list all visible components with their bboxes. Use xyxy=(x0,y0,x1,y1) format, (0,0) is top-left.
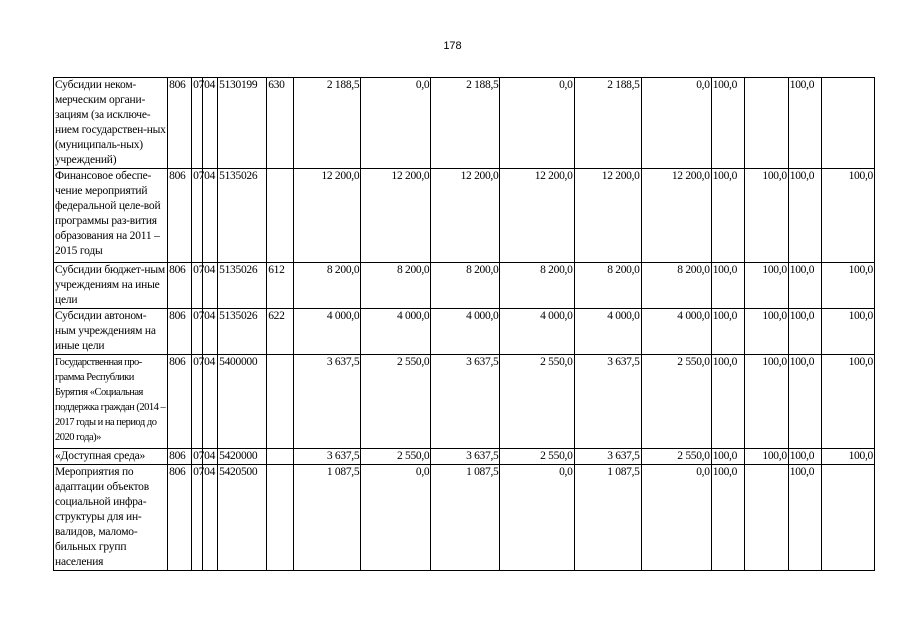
row-name-cell: Субсидии бюджет-ным учреждениям на иные цели xyxy=(54,263,168,309)
section-code-cell: 07 xyxy=(192,169,203,263)
amount-cell: 4 000,0 xyxy=(500,309,574,355)
percent-cell: 100,0 xyxy=(744,263,788,309)
subsection-code-cell: 04 xyxy=(203,465,218,571)
percent-cell: 100,0 xyxy=(788,449,821,465)
amount-cell: 2 188,5 xyxy=(574,78,641,169)
percent-cell: 100,0 xyxy=(821,309,874,355)
expense-type-cell xyxy=(267,465,294,571)
percent-cell xyxy=(821,78,874,169)
table-row xyxy=(54,449,875,465)
subsection-code-cell: 04 xyxy=(203,263,218,309)
target-article-cell: 5130199 xyxy=(218,78,267,169)
amount-cell: 4 000,0 xyxy=(431,309,500,355)
amount-cell: 12 200,0 xyxy=(361,169,431,263)
section-code-cell: 07 xyxy=(192,309,203,355)
ved-code-cell: 806 xyxy=(168,169,192,263)
percent-cell: 100,0 xyxy=(821,263,874,309)
subsection-code-cell: 04 xyxy=(203,78,218,169)
percent-cell: 100,0 xyxy=(711,263,744,309)
amount-cell: 8 200,0 xyxy=(361,263,431,309)
percent-cell xyxy=(744,78,788,169)
percent-cell: 100,0 xyxy=(744,449,788,465)
percent-cell: 100,0 xyxy=(788,355,821,449)
percent-cell: 100,0 xyxy=(744,355,788,449)
percent-cell: 100,0 xyxy=(788,78,821,169)
target-article-cell: 5135026 xyxy=(218,169,267,263)
percent-cell: 100,0 xyxy=(711,355,744,449)
section-code-cell: 07 xyxy=(192,449,203,465)
percent-cell xyxy=(744,465,788,571)
amount-cell: 8 200,0 xyxy=(294,263,361,309)
amount-cell: 0,0 xyxy=(500,465,574,571)
amount-cell: 2 550,0 xyxy=(361,449,431,465)
amount-cell: 4 000,0 xyxy=(361,309,431,355)
target-article-cell: 5420500 xyxy=(218,465,267,571)
amount-cell: 2 550,0 xyxy=(641,355,711,449)
ved-code-cell: 806 xyxy=(168,449,192,465)
percent-cell: 100,0 xyxy=(788,465,821,571)
percent-cell: 100,0 xyxy=(711,309,744,355)
amount-cell: 1 087,5 xyxy=(574,465,641,571)
table-row xyxy=(54,355,875,449)
amount-cell: 4 000,0 xyxy=(574,309,641,355)
amount-cell: 3 637,5 xyxy=(431,355,500,449)
budget-table xyxy=(53,77,875,571)
amount-cell: 3 637,5 xyxy=(574,355,641,449)
ved-code-cell: 806 xyxy=(168,78,192,169)
percent-cell: 100,0 xyxy=(744,169,788,263)
amount-cell: 3 637,5 xyxy=(574,449,641,465)
row-name-cell: «Доступная среда» xyxy=(54,449,168,465)
ved-code-cell: 806 xyxy=(168,309,192,355)
percent-cell: 100,0 xyxy=(711,449,744,465)
percent-cell: 100,0 xyxy=(744,309,788,355)
section-code-cell: 07 xyxy=(192,355,203,449)
amount-cell: 4 000,0 xyxy=(641,309,711,355)
subsection-code-cell: 04 xyxy=(203,449,218,465)
percent-cell: 100,0 xyxy=(821,169,874,263)
amount-cell: 8 200,0 xyxy=(574,263,641,309)
amount-cell: 12 200,0 xyxy=(500,169,574,263)
amount-cell: 3 637,5 xyxy=(294,449,361,465)
section-code-cell: 07 xyxy=(192,465,203,571)
amount-cell: 0,0 xyxy=(361,465,431,571)
expense-type-cell: 622 xyxy=(267,309,294,355)
subsection-code-cell: 04 xyxy=(203,309,218,355)
row-name-cell: Государственная про-грамма Республики Бурятия «Социальная поддержка граждан (2014 – 2017 годы и на период до 2020 года)» xyxy=(54,355,168,449)
percent-cell: 100,0 xyxy=(821,355,874,449)
table-row xyxy=(54,78,875,169)
percent-cell xyxy=(821,465,874,571)
subsection-code-cell: 04 xyxy=(203,169,218,263)
expense-type-cell xyxy=(267,449,294,465)
section-code-cell: 07 xyxy=(192,263,203,309)
amount-cell: 8 200,0 xyxy=(431,263,500,309)
amount-cell: 12 200,0 xyxy=(641,169,711,263)
section-code-cell: 07 xyxy=(192,78,203,169)
amount-cell: 2 550,0 xyxy=(500,449,574,465)
percent-cell: 100,0 xyxy=(788,309,821,355)
row-name-cell: Субсидии автоном-ным учреждениям на иные цели xyxy=(54,309,168,355)
target-article-cell: 5400000 xyxy=(218,355,267,449)
amount-cell: 8 200,0 xyxy=(641,263,711,309)
percent-cell: 100,0 xyxy=(821,449,874,465)
ved-code-cell: 806 xyxy=(168,263,192,309)
percent-cell: 100,0 xyxy=(711,169,744,263)
target-article-cell: 5135026 xyxy=(218,263,267,309)
percent-cell: 100,0 xyxy=(711,465,744,571)
amount-cell: 0,0 xyxy=(641,465,711,571)
row-name-cell: Субсидии неком-мерческим органи-зациям (за исключе-нием государствен-ных (муниципаль-ных) учреждений) xyxy=(54,78,168,169)
amount-cell: 2 188,5 xyxy=(294,78,361,169)
table-row xyxy=(54,263,875,309)
row-name-cell: Мероприятия по адаптации объектов социальной инфра-структуры для ин-валидов, маломо-бильных групп населения xyxy=(54,465,168,571)
table-row xyxy=(54,169,875,263)
page-number: 178 xyxy=(443,40,462,52)
target-article-cell: 5135026 xyxy=(218,309,267,355)
amount-cell: 0,0 xyxy=(500,78,574,169)
amount-cell: 12 200,0 xyxy=(431,169,500,263)
percent-cell: 100,0 xyxy=(788,263,821,309)
amount-cell: 0,0 xyxy=(641,78,711,169)
expense-type-cell xyxy=(267,169,294,263)
amount-cell: 2 550,0 xyxy=(641,449,711,465)
amount-cell: 12 200,0 xyxy=(574,169,641,263)
amount-cell: 2 550,0 xyxy=(361,355,431,449)
table-row xyxy=(54,309,875,355)
amount-cell: 8 200,0 xyxy=(500,263,574,309)
ved-code-cell: 806 xyxy=(168,355,192,449)
expense-type-cell: 630 xyxy=(267,78,294,169)
expense-type-cell xyxy=(267,355,294,449)
subsection-code-cell: 04 xyxy=(203,355,218,449)
amount-cell: 4 000,0 xyxy=(294,309,361,355)
row-name-cell: Финансовое обеспе-чение мероприятий федеральной целе-вой программы раз-вития образования на 2011 – 2015 годы xyxy=(54,169,168,263)
budget-table-body xyxy=(54,78,875,571)
expense-type-cell: 612 xyxy=(267,263,294,309)
target-article-cell: 5420000 xyxy=(218,449,267,465)
percent-cell: 100,0 xyxy=(711,78,744,169)
amount-cell: 1 087,5 xyxy=(294,465,361,571)
amount-cell: 3 637,5 xyxy=(431,449,500,465)
table-row xyxy=(54,465,875,571)
ved-code-cell: 806 xyxy=(168,465,192,571)
amount-cell: 0,0 xyxy=(361,78,431,169)
amount-cell: 12 200,0 xyxy=(294,169,361,263)
amount-cell: 2 550,0 xyxy=(500,355,574,449)
amount-cell: 1 087,5 xyxy=(431,465,500,571)
amount-cell: 3 637,5 xyxy=(294,355,361,449)
amount-cell: 2 188,5 xyxy=(431,78,500,169)
percent-cell: 100,0 xyxy=(788,169,821,263)
